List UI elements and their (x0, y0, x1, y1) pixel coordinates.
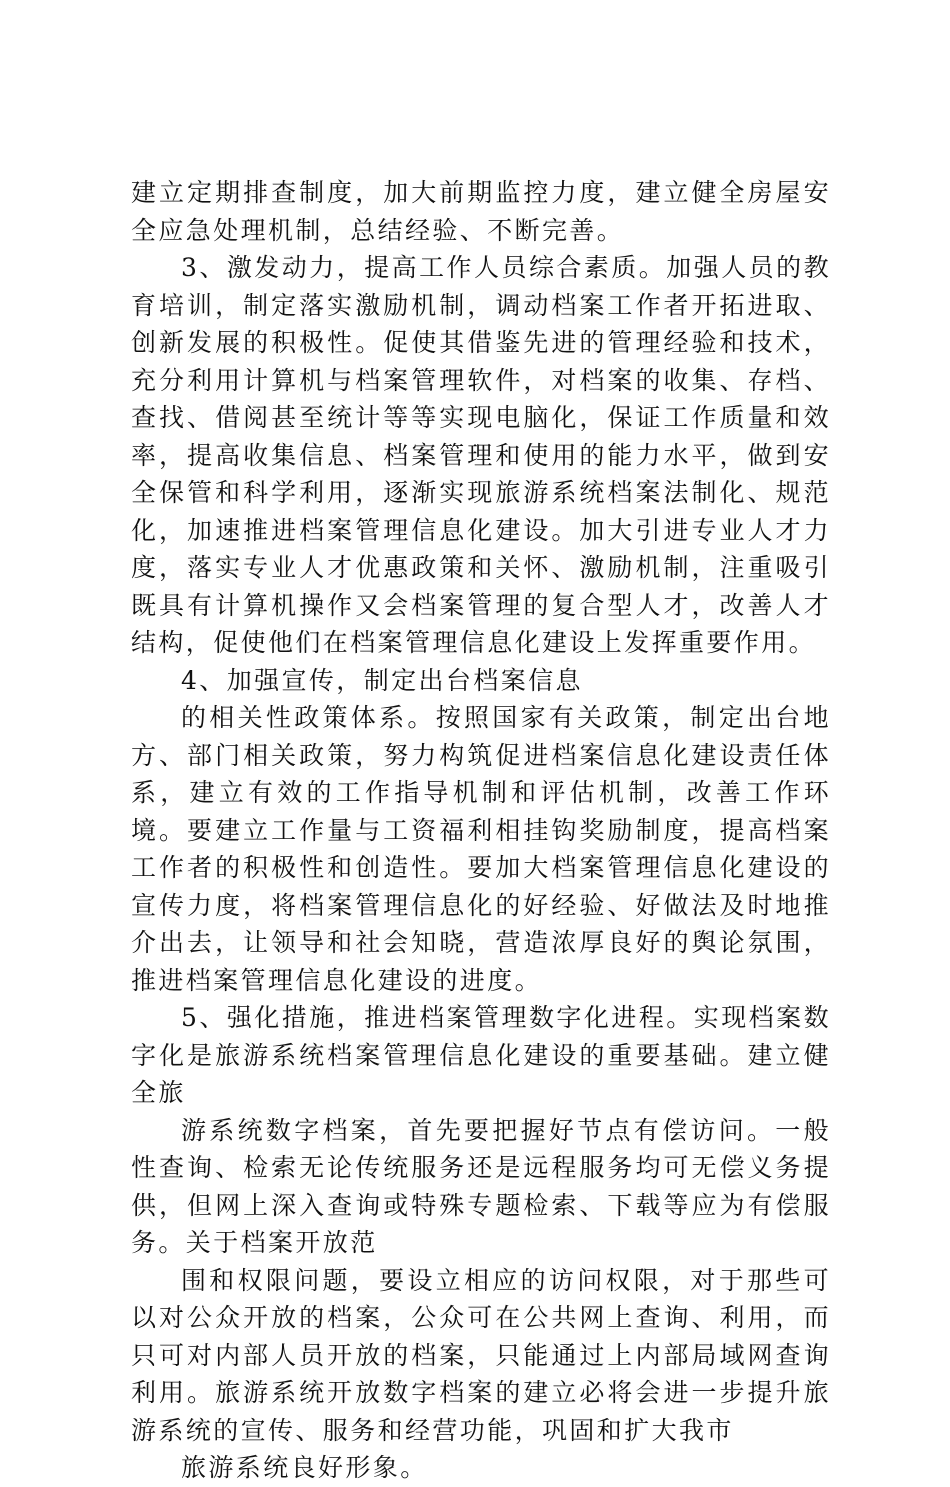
paragraph-6: 游系统数字档案，首先要把握好节点有偿访问。一般性查询、检索无论传统服务还是远程服务均可无偿义务提供，但网上深入查询或特殊专题检索、下载等应为有偿服务。关于档案开放范 (131, 1115, 831, 1257)
paragraph-4: 的相关性政策体系。按照国家有关政策，制定出台地方、部门相关政策，努力构筑促进档案信息化建设责任体系，建立有效的工作指导机制和评估机制，改善工作环境。要建立工作量与工资福利相挂钩奖励制度，提高档案工作者的积极性和创造性。要加大档案管理信息化建设的宣传力度，将档案管理信息化的好经验、好做法及时地推介出去，让领导和社会知晓，营造浓厚良好的舆论氛围，推进档案管理信息化建设的进度。 (131, 703, 831, 995)
paragraph-1: 建立定期排查制度，加大前期监控力度，建立健全房屋安全应急处理机制，总结经验、不断完善。 (131, 178, 831, 245)
paragraph-5: 5、强化措施，推进档案管理数字化进程。实现档案数字化是旅游系统档案管理信息化建设的重要基础。建立健全旅 (131, 1003, 831, 1107)
paragraph-8: 旅游系统良好形象。 (181, 1453, 428, 1482)
document-body (131, 174, 831, 1487)
paragraph-2: 3、激发动力，提高工作人员综合素质。加强人员的教育培训，制定落实激励机制，调动档案工作者开拓进取、创新发展的积极性。促使其借鉴先进的管理经验和技术，充分利用计算机与档案管理软件，对档案的收集、存档、查找、借阅甚至统计等等实现电脑化，保证工作质量和效率，提高收集信息、档案管理和使用的能力水平，做到安全保管和科学利用，逐渐实现旅游系统档案法制化、规范化，加速推进档案管理信息化建设。加大引进专业人才力度，落实专业人才优惠政策和关怀、激励机制，注重吸引既具有计算机操作又会档案管理的复合型人才，改善人才结构，促使他们在档案管理信息化建设上发挥重要作用。 (131, 253, 831, 657)
paragraph-3: 4、加强宣传，制定出台档案信息 (181, 665, 583, 695)
paragraph-7: 围和权限问题，要设立相应的访问权限，对于那些可以对公众开放的档案，公众可在公共网上查询、利用，而只可对内部人员开放的档案，只能通过上内部局域网查询利用。旅游系统开放数字档案的建立必将会进一步提升旅游系统的宣传、服务和经营功能，巩固和扩大我市 (131, 1265, 831, 1445)
